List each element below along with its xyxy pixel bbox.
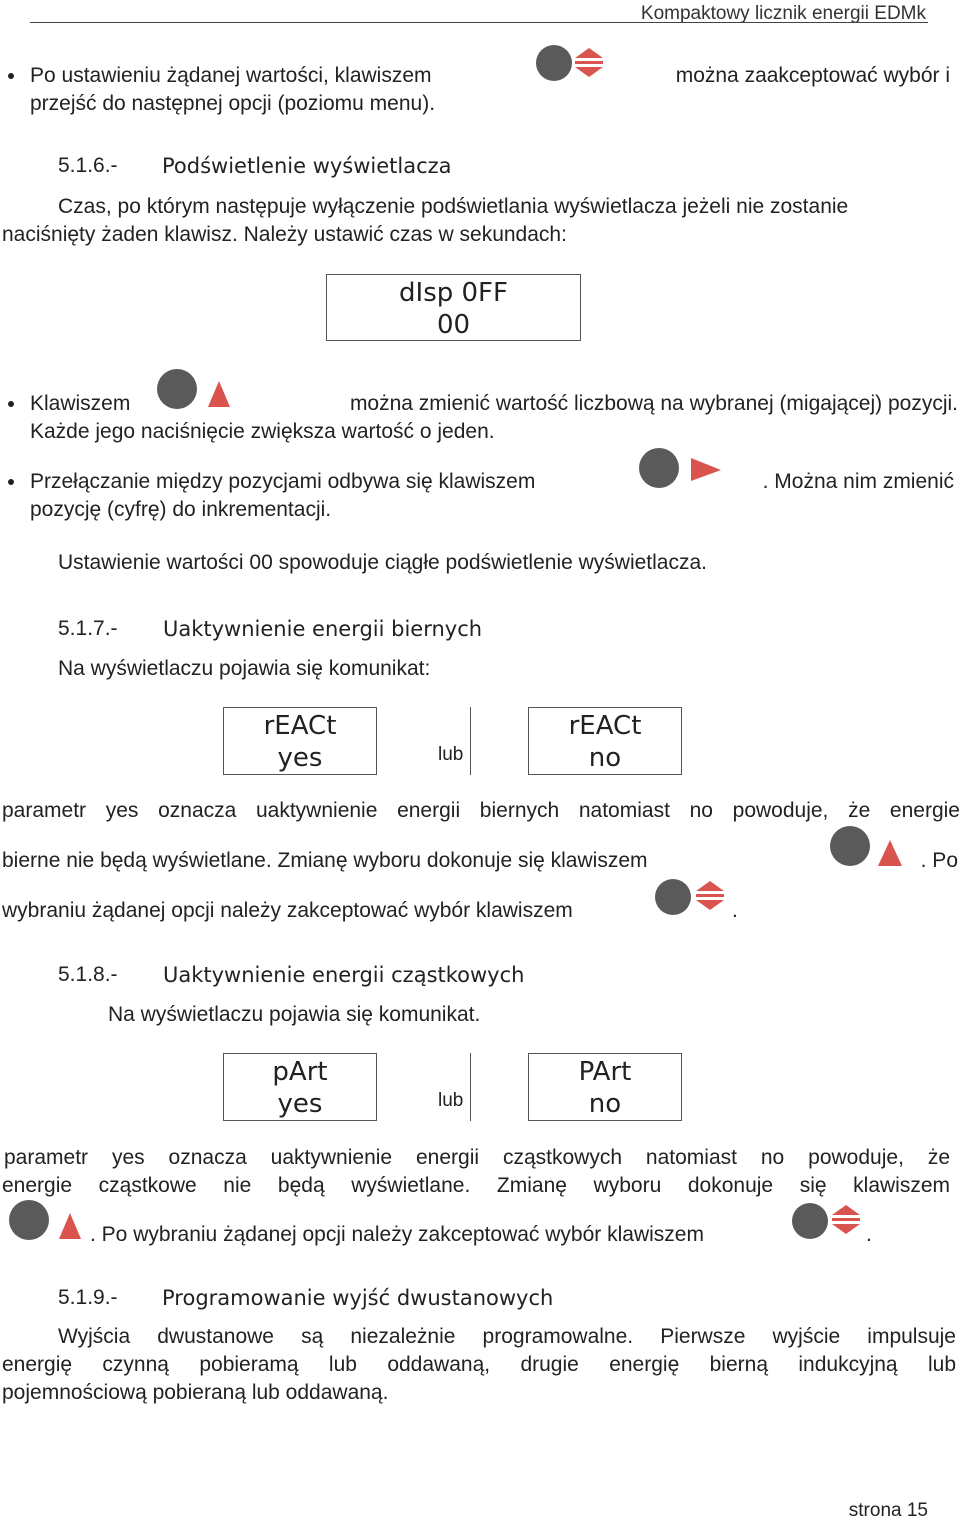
s517-paragraph-line1: parametr yes oznacza uaktywnienie energii biernych natomiast no powoduje, że energie: [2, 799, 960, 822]
page-number: strona 15: [848, 1500, 928, 1521]
s516-bullet2-b: . Można nim zmienić: [762, 470, 954, 493]
s516-bullet2-a: Przełączanie między pozycjami odbywa się klawiszem: [30, 470, 536, 493]
bullet: [8, 479, 14, 485]
section-5-1-7-title: Uaktywnienie energii biernych: [163, 617, 483, 641]
display-panel: [326, 274, 581, 341]
display-line-1: rEACt: [263, 711, 337, 741]
bullet: [8, 401, 14, 407]
display-line-1: dIsp 0FF: [399, 278, 508, 308]
enter-key-icon: [535, 44, 607, 82]
up-key-icon: [828, 826, 908, 870]
section-5-1-8-title: Uaktywnienie energii cząstkowych: [163, 963, 525, 987]
s519-paragraph-line1: Wyjścia dwustanowe są niezależnie programowalne. Pierwsze wyjście impulsuje: [58, 1325, 956, 1348]
display-line-2: yes: [277, 743, 323, 773]
section-5-1-7-number: 5.1.7.-: [58, 617, 118, 640]
section-5-1-8-number: 5.1.8.-: [58, 963, 118, 986]
display-panel-right: [528, 1053, 682, 1121]
s517-paragraph-line3a: wybraniu żądanej opcji należy zakceptować wybór klawiszem: [2, 899, 573, 922]
s516-paragraph-line1: Czas, po którym następuje wyłączenie podświetlania wyświetlacza jeżeli nie zostanie: [58, 195, 849, 218]
enter-key-icon: [652, 878, 730, 916]
header-rule: [30, 22, 928, 23]
section-5-1-6-number: 5.1.6.-: [58, 154, 118, 177]
display-line-1: pArt: [272, 1057, 328, 1087]
divider: [470, 1053, 471, 1121]
intro-text-c: przejść do następnej opcji (poziomu menu).: [30, 92, 436, 115]
s519-paragraph-line3: pojemnościową pobieraną lub oddawaną.: [2, 1381, 389, 1404]
intro-text-b: można zaakceptować wybór i: [675, 64, 950, 87]
display-line-2: yes: [277, 1089, 323, 1119]
s517-paragraph-line3b: .: [732, 899, 738, 922]
s516-note: Ustawienie wartości 00 spowoduje ciągłe podświetlenie wyświetlacza.: [58, 551, 707, 574]
intro-text-a: Po ustawieniu żądanej wartości, klawiszem: [30, 64, 432, 87]
display-panel-right: [528, 707, 682, 775]
bullet: [8, 73, 14, 79]
display-line-2: no: [588, 1089, 622, 1119]
section-5-1-6-title: Podświetlenie wyświetlacza: [162, 154, 452, 178]
section-5-1-9-title: Programowanie wyjść dwustanowych: [162, 1286, 554, 1310]
up-key-icon: [8, 1199, 88, 1243]
display-line-1: rEACt: [568, 711, 642, 741]
s519-paragraph-line2: energię czynną pobieramą lub oddawaną, drugie energię bierną indukcyjną lub: [2, 1353, 956, 1376]
s516-bullet1-c: Każde jego naciśnięcie zwiększa wartość o jeden.: [30, 420, 495, 443]
s518-intro: Na wyświetlaczu pojawia się komunikat.: [108, 1003, 481, 1026]
s517-paragraph-line2b: . Po: [920, 849, 958, 872]
s518-paragraph-line3a: . Po wybraniu żądanej opcji należy zakceptować wybór klawiszem: [90, 1223, 704, 1246]
enter-key-icon: [790, 1202, 866, 1240]
display-line-2: no: [588, 743, 622, 773]
display-panel-left: [223, 707, 377, 775]
s516-bullet1-a: Klawiszem: [30, 392, 131, 415]
display-line-2: 00: [436, 310, 471, 340]
or-label: lub: [438, 744, 464, 765]
s516-bullet2-c: pozycję (cyfrę) do inkrementacji.: [30, 498, 332, 521]
display-line-1: PArt: [578, 1057, 632, 1087]
s518-paragraph-line3b: .: [866, 1223, 872, 1246]
s517-paragraph-line2a: bierne nie będą wyświetlane. Zmianę wyboru dokonuje się klawiszem: [2, 849, 648, 872]
s518-paragraph-line1: parametr yes oznacza uaktywnienie energii cząstkowych natomiast no powoduje, że: [4, 1146, 950, 1169]
up-key-icon: [156, 369, 234, 413]
or-label: lub: [438, 1090, 464, 1111]
header-title: Kompaktowy licznik energii EDMk: [640, 3, 926, 24]
s516-paragraph-line2: naciśnięty żaden klawisz. Należy ustawić czas w sekundach:: [2, 223, 567, 246]
display-panel-left: [223, 1053, 377, 1121]
s516-bullet1-b: można zmienić wartość liczbową na wybranej (migającej) pozycji.: [349, 392, 958, 415]
s518-paragraph-line2: energie cząstkowe nie będą wyświetlane. Zmianę wyboru dokonuje się klawiszem: [2, 1174, 950, 1197]
right-key-icon: [637, 448, 725, 490]
s517-intro: Na wyświetlaczu pojawia się komunikat:: [58, 657, 431, 680]
section-5-1-9-number: 5.1.9.-: [58, 1286, 118, 1309]
divider: [470, 707, 471, 775]
